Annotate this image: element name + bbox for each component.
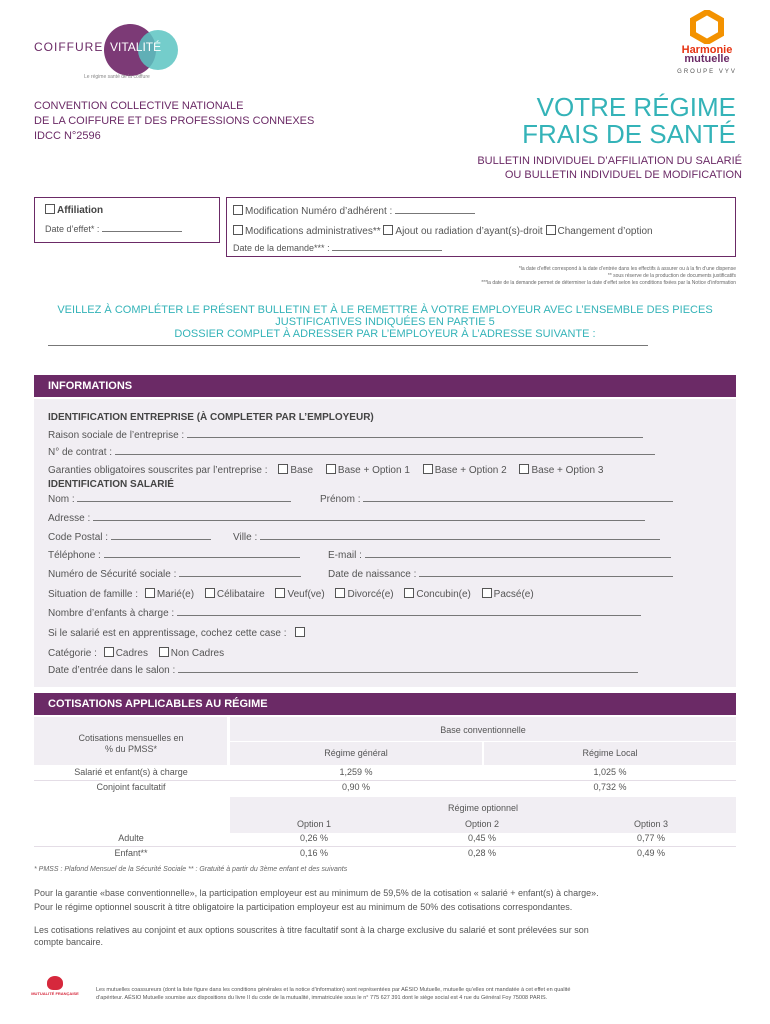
pmss-footnote: * PMSS : Plafond Mensuel de la Sécurité Sociale ** : Gratuité à partir du 3ème enfant et des suivants: [34, 866, 348, 873]
garanties-label: Garanties obligatoires souscrites par l’entreprise :: [48, 465, 268, 476]
garantie-option3-checkbox[interactable]: [519, 464, 529, 474]
date-demande-label: Date de la demande*** :: [233, 243, 330, 253]
prenom-field[interactable]: [363, 501, 673, 502]
modif-admin-checkbox[interactable]: [233, 225, 243, 235]
subtitle-line1: BULLETIN INDIVIDUEL D’AFFILIATION DU SALARIÉ: [477, 155, 742, 167]
row-general: 0,90 %: [341, 782, 371, 792]
row-general: 1,259 %: [339, 767, 373, 777]
garantie-option3-label: Base + Option 3: [531, 465, 604, 476]
modification-checkbox[interactable]: [233, 205, 243, 215]
title-line2: FRAIS DE SANTÉ: [522, 119, 736, 149]
table-row: [34, 848, 736, 862]
concubin-label: Concubin(e): [416, 589, 471, 600]
row-option2: 0,28 %: [467, 848, 497, 858]
date-entree-field[interactable]: [178, 672, 638, 673]
marie-checkbox[interactable]: [145, 588, 155, 598]
base-conventionnelle-header: Base conventionnelle: [230, 717, 736, 741]
row-option1: 0,16 %: [299, 848, 329, 858]
paragraph2-line1: Les cotisations relatives au conjoint et aux options souscrites à titre facultatif sont à la charge exclusive du salarié et sont prélevées sur son: [34, 925, 589, 935]
naissance-field[interactable]: [419, 576, 673, 577]
paragraph1-line1: Pour la garantie «base conventionnelle», la participation employeur est au minimum de 59,5% de la cotisation « salarié + enfant(s) à charge».: [34, 888, 599, 898]
row-option3: 0,49 %: [636, 848, 666, 858]
left-header-cell: [34, 717, 228, 765]
ville-field[interactable]: [260, 539, 660, 540]
page-subtitle: [477, 154, 742, 182]
pacse-checkbox[interactable]: [482, 588, 492, 598]
mutuelle-text: mutuelle: [684, 53, 730, 65]
convention-line3: IDCC N°2596: [34, 130, 101, 142]
regime-optionnel-header: Régime optionnel: [230, 797, 736, 819]
cadres-checkbox[interactable]: [104, 647, 114, 657]
changement-option-label: Changement d’option: [557, 226, 653, 237]
ajout-radiation-checkbox[interactable]: [383, 225, 393, 235]
secu-label: Numéro de Sécurité sociale :: [48, 569, 177, 580]
nom-field[interactable]: [77, 501, 291, 502]
instructions-line3: DOSSIER COMPLET À ADRESSER PAR L’EMPLOYEUR À L’ADRESSE SUIVANTE :: [174, 328, 596, 340]
celibataire-checkbox[interactable]: [205, 588, 215, 598]
no-contrat-field[interactable]: [115, 454, 655, 455]
hexagon-icon: [690, 10, 724, 44]
veuf-checkbox[interactable]: [275, 588, 285, 598]
mutualite-icon: [47, 976, 63, 990]
marie-label: Marié(e): [156, 589, 195, 600]
row-label: Salarié et enfant(s) à charge: [74, 767, 188, 777]
row-label: Enfant**: [114, 848, 148, 858]
celibataire-label: Célibataire: [216, 589, 265, 600]
affiliation-checkbox[interactable]: [45, 204, 55, 214]
veuf-label: Veuf(ve): [287, 589, 325, 600]
row-option3: 0,77 %: [636, 833, 666, 843]
salarie-title: IDENTIFICATION SALARIÉ: [48, 479, 174, 490]
garantie-option2-checkbox[interactable]: [423, 464, 433, 474]
instructions-line2: JUSTIFICATIVES INDIQUÉES EN PARTIE 5: [275, 316, 495, 328]
convention-line1: CONVENTION COLLECTIVE NATIONALE: [34, 100, 244, 112]
participation-paragraph: [34, 886, 599, 914]
secu-field[interactable]: [179, 576, 301, 577]
affiliation-notes: [481, 266, 736, 287]
non-cadres-checkbox[interactable]: [159, 647, 169, 657]
groupe-vyv-text: GROUPE VYV: [677, 69, 737, 75]
raison-sociale-field[interactable]: [187, 437, 643, 438]
instructions-line1: VEILLEZ À COMPLÉTER LE PRÉSENT BULLETIN ET À LE REMETTRE À VOTRE EMPLOYEUR AVEC L’ENSEMBLE DES PIECES: [57, 304, 713, 316]
row-option1: 0,26 %: [299, 833, 329, 843]
non-cadres-label: Non Cadres: [170, 648, 225, 659]
code-postal-field[interactable]: [111, 539, 211, 540]
date-entree-label: Date d’entrée dans le salon :: [48, 665, 176, 676]
modification-box: [226, 197, 736, 257]
categorie-label: Catégorie :: [48, 648, 97, 659]
note-3: ***la date de la demande permet de déterminer la date d’effet selon les conditions fixées par la Notice d’information: [481, 280, 736, 286]
footer-line1: Les mutuelles coassureurs (dont la liste figure dans les conditions générales et la notice d’information) sont représentées par AÉSIO Mutuelle, mutuelle qu’elles ont mandatée à cet effet en qualité: [96, 987, 571, 993]
convention-title: [34, 99, 314, 144]
numero-adherent-label: Numéro d’adhérent :: [301, 206, 393, 217]
garantie-base-label: Base: [290, 465, 314, 476]
option3-header: Option 3: [633, 819, 669, 829]
harmonie-text: Harmonie: [681, 44, 733, 56]
note-2: ** sous réserve de la production de documents justificatifs: [607, 273, 736, 279]
row-local: 1,025 %: [593, 767, 627, 777]
subtitle-line2: OU BULLETIN INDIVIDUEL DE MODIFICATION: [504, 169, 742, 181]
date-demande-field[interactable]: [332, 250, 442, 251]
note-1: *la date d’effet correspond à la date d’entrée dans les effectifs à assurer ou à la fin d’une dispense: [518, 266, 736, 272]
logo-coiffure-text: COIFFURE: [34, 40, 104, 54]
informations-header: INFORMATIONS: [34, 375, 736, 397]
garantie-option1-checkbox[interactable]: [326, 464, 336, 474]
apprentissage-label: Si le salarié est en apprentissage, cochez cette case :: [48, 628, 287, 639]
changement-option-checkbox[interactable]: [546, 225, 556, 235]
page-title: [522, 94, 736, 148]
cotisations-header-line2: % du PMSS*: [104, 744, 158, 754]
logo-tagline: Le régime santé de la coiffure: [84, 74, 150, 80]
code-postal-label: Code Postal :: [48, 532, 109, 543]
raison-sociale-label: Raison sociale de l’entreprise :: [48, 430, 185, 441]
ajout-radiation-label: Ajout ou radiation d’ayant(s)-droit: [395, 226, 543, 237]
prenom-label: Prénom :: [320, 494, 361, 505]
footer-legal: [96, 986, 736, 1002]
instructions: [34, 304, 736, 340]
divorce-label: Divorcé(e): [347, 589, 394, 600]
title-line1: VOTRE RÉGIME: [536, 92, 736, 122]
table-row: [34, 833, 736, 847]
coiffure-vitalite-logo: [34, 24, 194, 84]
adresse-label: Adresse :: [48, 513, 91, 524]
date-effet-label: Date d’effet* :: [45, 224, 100, 234]
enfants-label: Nombre d’enfants à charge :: [48, 608, 175, 619]
cotisations-header: COTISATIONS APPLICABLES AU RÉGIME: [34, 693, 736, 715]
paragraph2-line2: compte bancaire.: [34, 937, 104, 947]
numero-adherent-field[interactable]: [395, 213, 475, 214]
table-row: [34, 767, 736, 781]
affiliation-label: Affiliation: [57, 205, 104, 216]
adresse-field[interactable]: [93, 520, 645, 521]
mutualite-text: MUTUALITÉ FRANÇAISE: [31, 991, 79, 996]
modif-admin-label: Modifications administratives**: [245, 226, 381, 237]
regime-local-header: Régime Local: [484, 742, 736, 765]
email-field[interactable]: [365, 557, 671, 558]
apprentissage-checkbox[interactable]: [295, 627, 305, 637]
regime-general-header: Régime général: [230, 742, 482, 765]
footer-line2: d’apériteur. AÉSIO Mutuelle soumise aux dispositions du livre II du code de la mutualité, immatriculée sous le n° 775 627 391 dont le siège social est 4 rue du Général Foy 75008 PARIS.: [96, 995, 548, 1001]
informations-panel: [34, 399, 736, 687]
telephone-field[interactable]: [104, 557, 300, 558]
concubin-checkbox[interactable]: [404, 588, 414, 598]
harmonie-mutuelle-logo: [672, 10, 742, 86]
no-contrat-label: N° de contrat :: [48, 447, 113, 458]
mutualite-francaise-logo: [30, 976, 80, 996]
nom-label: Nom :: [48, 494, 75, 505]
modification-label: Modification: [245, 206, 299, 217]
cadres-label: Cadres: [115, 648, 148, 659]
pacse-label: Pacsé(e): [493, 589, 534, 600]
convention-line2: DE LA COIFFURE ET DES PROFESSIONS CONNEXES: [34, 115, 315, 127]
garantie-option1-label: Base + Option 1: [337, 465, 410, 476]
telephone-label: Téléphone :: [48, 550, 101, 561]
row-option2: 0,45 %: [467, 833, 497, 843]
ville-label: Ville :: [233, 532, 258, 543]
conjoint-paragraph: [34, 924, 589, 948]
address-field[interactable]: [48, 345, 648, 346]
paragraph1-line2: Pour le régime optionnel souscrit à titre obligatoire la participation employeur est au minimum de 50% des cotisations correspondantes.: [34, 902, 573, 912]
situation-label: Situation de famille :: [48, 589, 139, 600]
logo-vitalite-text: VITALITÉ: [110, 40, 162, 54]
divorce-checkbox[interactable]: [335, 588, 345, 598]
row-label: Conjoint facultatif: [96, 782, 166, 792]
entreprise-title: IDENTIFICATION ENTREPRISE (À COMPLETER PAR L’EMPLOYEUR): [48, 412, 374, 423]
email-label: E-mail :: [328, 550, 362, 561]
row-label: Adulte: [118, 833, 144, 843]
affiliation-box: [34, 197, 220, 243]
option2-header: Option 2: [464, 819, 500, 829]
enfants-field[interactable]: [177, 615, 641, 616]
garantie-option2-label: Base + Option 2: [434, 465, 507, 476]
date-effet-field[interactable]: [102, 231, 182, 232]
garantie-base-checkbox[interactable]: [278, 464, 288, 474]
naissance-label: Date de naissance :: [328, 569, 417, 580]
row-local: 0,732 %: [593, 782, 627, 792]
cotisations-header-line1: Cotisations mensuelles en: [78, 733, 184, 743]
option-header-row: [230, 819, 736, 833]
table-row: [34, 782, 736, 796]
option1-header: Option 1: [296, 819, 332, 829]
